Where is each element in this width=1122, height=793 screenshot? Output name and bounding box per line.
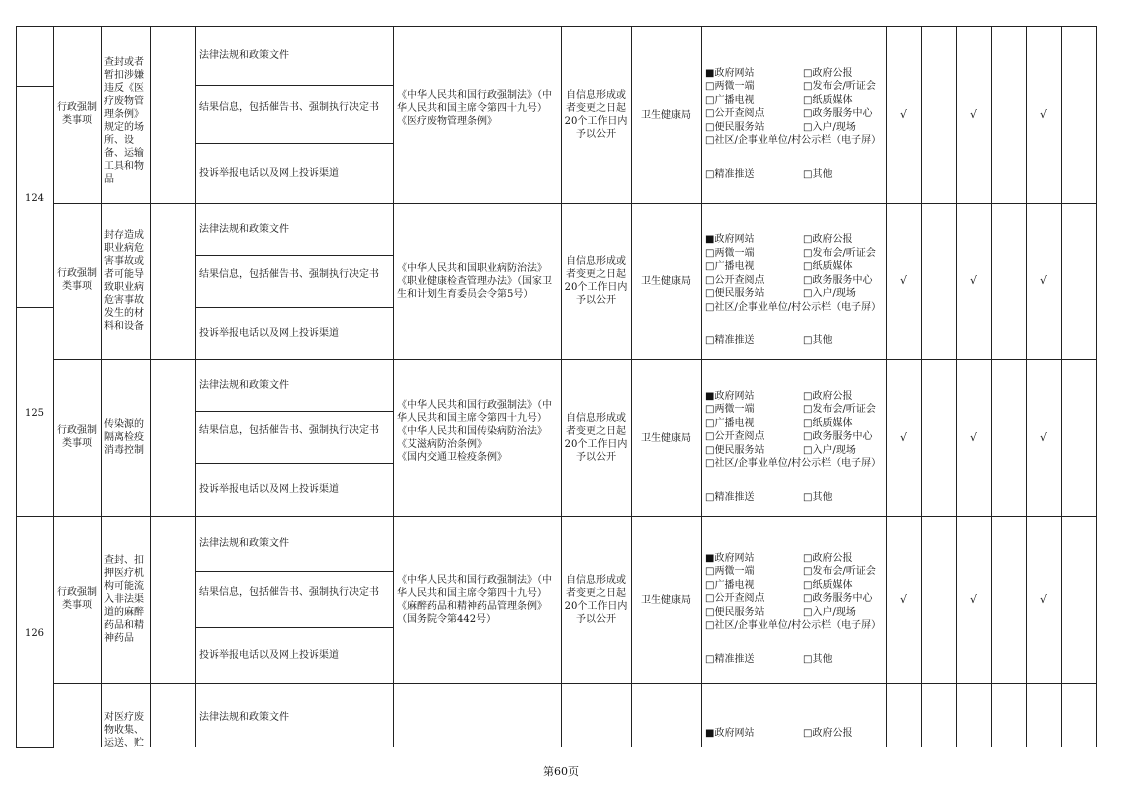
channel-option: □社区/企事业单位/村公示栏（电子屏） (705, 458, 882, 469)
channel-option: □精准推送 (705, 168, 755, 180)
channel-option: ■政府网站 (705, 234, 755, 245)
channel-option: □发布会/听证会 (803, 404, 876, 415)
legal-basis-cell: 《中华人民共和国行政强制法》（中华人民共和国主席令第四十九号） 《医疗废物管理条例》 (397, 89, 552, 127)
channel-option: ■政府网站 (705, 552, 755, 564)
content-subrow-divider (195, 307, 393, 308)
channel-option: □精准推送 (705, 335, 755, 347)
content-item-laws: 法律法规和政策文件 (199, 538, 289, 549)
content-subrow-divider (195, 143, 393, 144)
content-subrow-divider (195, 463, 393, 464)
channel-option: □广播电视 (705, 261, 755, 272)
channel-option: ■政府网站 (705, 390, 755, 402)
content-item-complaints: 投诉举报电话以及网上投诉渠道 (199, 327, 339, 339)
content-subrow-divider (195, 85, 393, 86)
checkmark: √ (969, 107, 977, 121)
category-cell: 行政强制类事项 (57, 101, 97, 126)
legal-basis-cell: 《中华人民共和国职业病防治法》 《职业健康检查管理办法》（国家卫生和计划生育委员会令第5号） (397, 262, 552, 300)
channel-option: □广播电视 (705, 417, 755, 429)
channel-option: □两微一端 (705, 247, 755, 259)
channel-option: ■政府网站 (705, 67, 755, 79)
content-item-complaints: 投诉举报电话以及网上投诉渠道 (199, 167, 339, 179)
channel-option: □入户/现场 (803, 121, 856, 133)
agency-cell: 卫生健康局 (641, 432, 691, 444)
content-item-laws: 法律法规和政策文件 (199, 50, 289, 61)
checkmark: √ (1039, 430, 1047, 444)
item-number: 125 (24, 408, 45, 419)
channel-option: □政府公报 (803, 390, 853, 402)
subject-cell: 查封、扣押医疗机构可能流入非法渠道的麻醉药品和精神药品 (104, 555, 144, 644)
column-divider (886, 26, 887, 747)
column-divider (393, 26, 394, 747)
channel-option: □入户/现场 (803, 444, 856, 456)
checkmark: √ (969, 430, 977, 444)
channel-option: □政务服务中心 (803, 431, 873, 442)
number-cell-divider (16, 307, 53, 308)
column-divider (1061, 26, 1062, 747)
channel-option: □便民服务站 (705, 444, 765, 456)
column-divider (956, 26, 957, 747)
channel-option: □发布会/听证会 (803, 247, 876, 259)
disclosure-timing-cell: 自信息形成或者变更之日起20个工作日内予以公开 (564, 89, 628, 140)
channel-option: □发布会/听证会 (803, 81, 876, 92)
category-cell: 行政强制类事项 (57, 586, 97, 611)
content-subrow-divider (195, 411, 393, 412)
legal-basis-cell: 《中华人民共和国行政强制法》（中华人民共和国主席令第四十九号） 《中华人民共和国传染病防治法》 《艾滋病防治条例》 《国内交通卫检疫条例》 (397, 399, 552, 463)
channel-option: □便民服务站 (705, 121, 765, 133)
checkmark: √ (899, 592, 907, 606)
channel-option: □社区/企事业单位/村公示栏（电子屏） (705, 135, 882, 146)
channel-option: □其他 (803, 491, 833, 503)
column-divider (150, 26, 151, 747)
disclosure-timing-cell: 自信息形成或者变更之日起20个工作日内予以公开 (564, 256, 628, 306)
content-item-results: 结果信息，包括催告书、强制执行决定书 (199, 425, 379, 436)
channel-option: □政务服务中心 (803, 274, 873, 286)
channel-option: □政府公报 (803, 728, 853, 739)
channel-option: □公开查阅点 (705, 108, 765, 119)
category-cell: 行政强制类事项 (57, 268, 97, 292)
content-item-results: 结果信息，包括催告书、强制执行决定书 (199, 587, 379, 598)
content-subrow-divider (195, 627, 393, 628)
disclosure-timing-cell: 自信息形成或者变更之日起20个工作日内予以公开 (564, 412, 628, 463)
channel-option: □两微一端 (705, 566, 755, 577)
checkmark: √ (1039, 592, 1047, 606)
content-subrow-divider (195, 571, 393, 572)
channel-option: □纸质媒体 (803, 579, 853, 591)
channel-option: □政务服务中心 (803, 108, 873, 119)
checkmark: √ (969, 592, 977, 606)
channel-option: □其他 (803, 168, 833, 180)
subject-cell: 查封或者暂扣涉嫌违反《医疗废物管理条例》规定的场所、设备、运输工具和物品 (104, 57, 144, 185)
channel-option: □其他 (803, 335, 833, 347)
column-divider (631, 26, 632, 747)
column-divider (53, 26, 54, 747)
channel-option: □其他 (803, 653, 833, 665)
channel-option: □公开查阅点 (705, 593, 765, 604)
row-divider (53, 516, 1097, 517)
content-item-laws: 法律法规和政策文件 (199, 712, 289, 723)
channel-option: ■政府网站 (705, 728, 755, 739)
content-item-laws: 法律法规和政策文件 (199, 223, 289, 235)
checkmark: √ (899, 430, 907, 444)
channel-option: □精准推送 (705, 491, 755, 503)
agency-cell: 卫生健康局 (641, 594, 691, 606)
channel-option: □便民服务站 (705, 288, 765, 299)
content-item-laws: 法律法规和政策文件 (199, 379, 289, 391)
row-divider (53, 683, 1097, 684)
channel-option: □两微一端 (705, 404, 755, 415)
subject-cell: 对医疗废物收集、运送、贮 (104, 712, 144, 749)
channel-option: □政府公报 (803, 67, 853, 79)
checkmark: √ (899, 274, 907, 287)
content-subrow-divider (195, 255, 393, 256)
column-divider (1026, 26, 1027, 747)
channel-option: □社区/企事业单位/村公示栏（电子屏） (705, 620, 882, 631)
channel-option: □入户/现场 (803, 288, 856, 299)
column-divider (101, 26, 102, 747)
checkmark: √ (899, 107, 907, 121)
subject-cell: 传染源的隔离检疫消毒控制 (104, 419, 144, 456)
channel-option: □精准推送 (705, 653, 755, 665)
column-divider (921, 26, 922, 747)
content-item-results: 结果信息，包括催告书、强制执行决定书 (199, 102, 379, 113)
channel-option: □政务服务中心 (803, 593, 873, 604)
number-cell-divider (16, 86, 53, 87)
table-top-border (16, 26, 1097, 27)
item-number: 126 (24, 628, 45, 639)
category-cell: 行政强制类事项 (57, 424, 97, 449)
table-bottom-border (16, 747, 54, 748)
channel-option: □入户/现场 (803, 606, 856, 618)
subject-cell: 封存造成职业病危害事故或者可能导致职业病危害事故发生的材料和设备 (104, 230, 144, 332)
channel-option: □广播电视 (705, 579, 755, 591)
channel-option: □政府公报 (803, 234, 853, 245)
page-number: 第60页 (543, 765, 579, 778)
channel-option: □社区/企事业单位/村公示栏（电子屏） (705, 301, 882, 313)
column-divider (991, 26, 992, 747)
channel-option: □纸质媒体 (803, 94, 853, 106)
agency-cell: 卫生健康局 (641, 276, 691, 287)
channel-option: □便民服务站 (705, 606, 765, 618)
checkmark: √ (1039, 274, 1047, 287)
column-divider (195, 26, 196, 747)
legal-basis-cell: 《中华人民共和国行政强制法》（中华人民共和国主席令第四十九号） 《麻醉药品和精神药品管理条例》（国务院令第442号） (397, 574, 552, 625)
checkmark: √ (1039, 107, 1047, 121)
column-divider (1096, 26, 1097, 747)
disclosure-timing-cell: 自信息形成或者变更之日起20个工作日内予以公开 (564, 574, 628, 625)
row-divider (53, 359, 1097, 360)
channel-option: □两微一端 (705, 81, 755, 92)
checkmark: √ (969, 274, 977, 287)
row-divider (53, 203, 1097, 204)
channel-option: □纸质媒体 (803, 417, 853, 429)
channel-option: □广播电视 (705, 94, 755, 106)
content-item-complaints: 投诉举报电话以及网上投诉渠道 (199, 484, 339, 495)
content-item-results: 结果信息，包括催告书、强制执行决定书 (199, 269, 379, 280)
channel-option: □发布会/听证会 (803, 566, 876, 577)
channel-option: □公开查阅点 (705, 274, 765, 286)
content-item-complaints: 投诉举报电话以及网上投诉渠道 (199, 649, 339, 661)
channel-option: □政府公报 (803, 552, 853, 564)
channel-option: □公开查阅点 (705, 431, 765, 442)
channel-option: □纸质媒体 (803, 261, 853, 272)
column-divider (561, 26, 562, 747)
number-cell-divider (16, 516, 53, 517)
item-number: 124 (24, 193, 45, 204)
column-divider (701, 26, 702, 747)
agency-cell: 卫生健康局 (641, 109, 691, 121)
